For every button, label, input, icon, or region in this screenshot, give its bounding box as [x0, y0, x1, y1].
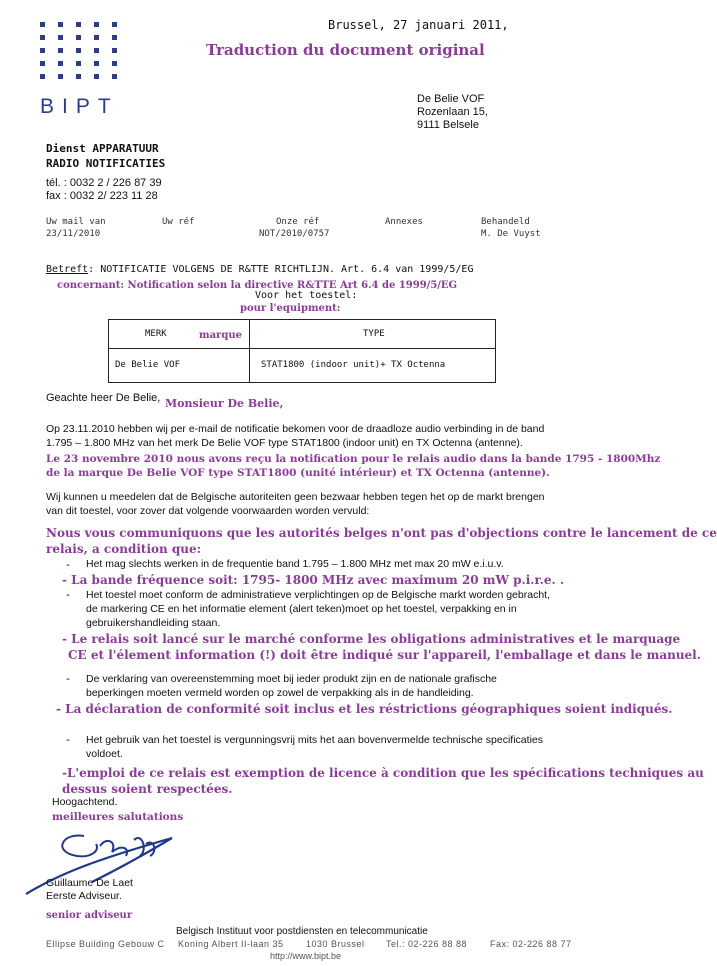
subject-text: : NOTIFICATIE VOLGENS DE R&TTE RICHTLIJN. Art. 6.4 van 1999/5/EG	[88, 264, 474, 275]
bullet-dash: -	[66, 588, 70, 601]
recipient-line: 9111 Belsele	[417, 119, 479, 131]
bullet-dash: -	[66, 672, 70, 685]
subject-line	[46, 264, 473, 275]
translation-line: de la marque De Belie VOF type STAT1800 (unité intérieur) et TX Octenna (antenne).	[46, 467, 550, 479]
condition-declaration-translation: - La déclaration de conformité soit inclus et les réstrictions géographiques soient indiqués.	[56, 702, 673, 716]
translation-line: Nous vous communiquons que les autorités belges n'ont pas d'objections contre le lancement de ce	[46, 526, 717, 540]
bipt-logo-grid	[40, 22, 118, 86]
footer-address: Koning Albert II-laan 35	[178, 939, 284, 949]
condition-declaration	[86, 672, 497, 700]
device-table	[108, 319, 496, 383]
ref-value-handled: M. De Vuyst	[481, 229, 541, 239]
footer-tel: Tel.: 02-226 88 88	[386, 939, 468, 949]
translation-line: - Le relais soit lancé sur le marché conforme les obligations administratives et le marquage	[62, 632, 681, 646]
ref-label-our-ref: Onze réf	[276, 217, 320, 227]
paragraph-line: Op 23.11.2010 hebben wij per e-mail de notificatie bekomen voor de draadloze audio verbinding in de band	[46, 423, 545, 435]
bullet-dash: -	[66, 733, 70, 746]
bullet-dash: -	[66, 558, 70, 571]
ref-label-mail: Uw mail van	[46, 217, 106, 227]
paragraph-notification-translation	[46, 452, 660, 480]
signatory-block	[46, 877, 133, 903]
recipient-line: Rozenlaan 15,	[417, 106, 488, 118]
table-header-brand-translation: marque	[199, 330, 242, 341]
ref-value-our-ref: NOT/2010/0757	[259, 229, 330, 239]
condition-line: Het toestel moet conform de administratieve verplichtingen op de Belgische markt worden gebracht,	[86, 589, 550, 601]
condition-line: voldoet.	[86, 748, 123, 760]
contact-block	[46, 177, 162, 203]
condition-license-translation	[62, 765, 704, 797]
footer-institute: Belgisch Instituut voor postdiensten en telecommunicatie	[176, 926, 428, 937]
salutation: Geachte heer De Belie,	[46, 392, 161, 404]
paragraph-notification	[46, 422, 544, 450]
salutation-translation: Monsieur De Belie,	[165, 397, 284, 410]
condition-license	[86, 733, 543, 761]
device-translation: pour l'equipment:	[240, 303, 341, 314]
footer-url[interactable]: http://www.bipt.be	[270, 951, 342, 961]
condition-line: De verklaring van overeenstemming moet bij ieder produkt zijn en de nationale grafische	[86, 673, 497, 685]
table-cell-type: STAT1800 (indoor unit)+ TX Octenna	[261, 360, 446, 370]
ref-label-your-ref: Uw réf	[162, 217, 195, 227]
service-tel: tél. : 0032 2 / 226 87 39	[46, 177, 162, 189]
translation-title: Traduction du document original	[206, 41, 485, 59]
ref-value-mail: 23/11/2010	[46, 229, 101, 239]
condition-frequency: Het mag slechts werken in de frequentie band 1.795 – 1.800 MHz met max 20 mW e.i.u.v.	[86, 558, 504, 570]
service-fax: fax : 0032 2/ 223 11 28	[46, 190, 158, 202]
device-label: Voor het toestel:	[255, 290, 358, 301]
table-header-type: TYPE	[363, 329, 385, 339]
bipt-logo-text: BIPT	[40, 95, 119, 118]
footer-city: 1030 Brussel	[306, 939, 365, 949]
footer-fax: Fax: 02-226 88 77	[490, 939, 572, 949]
paragraph-authorization-translation	[46, 525, 717, 557]
condition-line: gebruikershandleiding staan.	[86, 617, 221, 629]
ref-label-annexes: Annexes	[385, 217, 423, 227]
paragraph-line: 1.795 – 1.800 MHz van het merk De Belie VOF type STAT1800 (indoor unit) en TX Octenna (antenne).	[46, 437, 523, 449]
condition-frequency-translation: - La bande fréquence soit: 1795- 1800 MHz avec maximum 20 mW p.i.r.e. .	[62, 573, 565, 587]
paragraph-authorization	[46, 490, 545, 518]
translation-line: dessus soient respectées.	[62, 782, 233, 796]
closing-text: Hoogachtend.	[52, 796, 118, 808]
paragraph-line: van dit toestel, voor zover dat volgende voorwaarden worden vervuld:	[46, 505, 370, 517]
recipient-address	[417, 93, 488, 132]
paragraph-line: Wij kunnen u meedelen dat de Belgische autoriteiten geen bezwaar hebben tegen het op de markt brengen	[46, 491, 545, 503]
service-name: Dienst APPARATUUR	[46, 142, 159, 155]
condition-line: Het gebruik van het toestel is vergunningsvrij mits het aan bovenvermelde technische specificaties	[86, 734, 543, 746]
signatory-title: Eerste Adviseur.	[46, 890, 122, 902]
service-subname: RADIO NOTIFICATIES	[46, 157, 166, 170]
recipient-line: De Belie VOF	[417, 93, 485, 105]
translation-line: Le 23 novembre 2010 nous avons reçu la notification pour le relais audio dans la bande 1795 - 1800Mhz	[46, 453, 661, 465]
condition-line: beperkingen moeten vermeld worden op zowel de verpakking als in de handleiding.	[86, 687, 474, 699]
subject-label: Betreft	[46, 264, 89, 275]
ref-label-handled: Behandeld	[481, 217, 530, 227]
translation-line: CE et l'élement information (!) doit être indiqué sur l'appareil, l'emballage et dans le manuel.	[68, 648, 701, 662]
subject-translation: concernant: Notification selon la directive R&TTE Art 6.4 de 1999/5/EG	[57, 280, 458, 291]
table-header-brand: MERK	[145, 329, 167, 339]
condition-marking	[86, 588, 550, 630]
table-cell-brand: De Belie VOF	[115, 360, 181, 370]
translation-line: -L'emploi de ce relais est exemption de licence à condition que les spécifications techniques au	[62, 766, 704, 780]
letter-date: Brussel, 27 januari 2011,	[328, 18, 509, 32]
footer-building: Ellipse Building Gebouw C	[46, 939, 165, 949]
condition-line: de markering CE en het informatie element (alert teken)moet op het toestel, verpakking en in	[86, 603, 517, 615]
translation-line: relais, a condition que:	[46, 542, 202, 556]
service-block	[46, 141, 165, 171]
signatory-name: Guillaume De Laet	[46, 877, 133, 889]
closing-translation: meilleures salutations	[52, 811, 184, 823]
condition-marking-translation	[62, 631, 701, 663]
signatory-title-translation: senior adviseur	[46, 910, 133, 921]
